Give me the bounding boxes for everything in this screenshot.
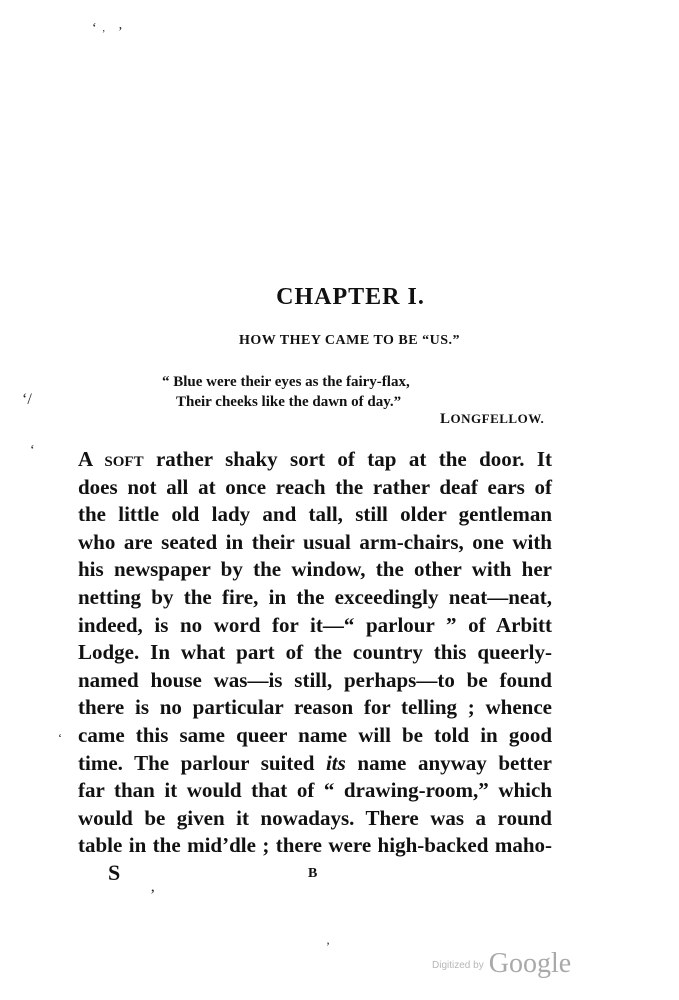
ink-speck: ’ <box>102 29 106 40</box>
body-line: there is no particular reason for telling ; whence <box>78 695 552 720</box>
ink-speck: ’ <box>118 25 123 40</box>
attribution-initial: L <box>440 411 451 427</box>
ink-speck: ‘ <box>30 443 35 458</box>
ink-speck: ‘/ <box>22 391 32 408</box>
google-logo: Google <box>488 948 572 979</box>
epigraph-line: Their cheeks like the dawn of day.” <box>176 394 402 410</box>
body-line: who are seated in their usual arm-chairs, one with <box>78 529 552 554</box>
epigraph <box>162 372 410 412</box>
gathering-mark: B <box>308 866 318 881</box>
epigraph-line: “ Blue were their eyes as the fairy-flax, <box>162 374 410 390</box>
digitized-watermark <box>432 948 571 980</box>
body-line: does not all at once reach the rather deaf ears of <box>78 474 552 499</box>
body-line <box>78 750 552 778</box>
opening-smallcaps: soft <box>104 447 144 471</box>
chapter-subtitle: HOW THEY CAME TO BE “US.” <box>239 333 460 348</box>
body-line: would be given it nowadays. There was a round <box>78 805 552 830</box>
emphasis-its: its <box>325 750 346 775</box>
body-line: far than it would that of “ drawing-room,” which <box>78 778 552 803</box>
signature-mark: S <box>108 860 121 885</box>
body-line: came this same queer name will be told in good <box>78 722 552 747</box>
opening-word: A <box>78 447 93 471</box>
body-line: his newspaper by the window, the other with her <box>78 557 552 582</box>
body-line <box>78 446 552 474</box>
body-line: table in the mid’dle ; there were high-backed maho- <box>78 833 552 858</box>
attribution-rest: ONGFELLOW. <box>450 411 545 426</box>
body-line: named house was—is still, perhaps—to be found <box>78 667 552 692</box>
ink-speck: ’ <box>150 887 156 904</box>
body-line: the little old lady and tall, still older gentleman <box>78 502 552 527</box>
ink-speck: ’ <box>326 939 330 953</box>
line-part: time. The parlour suited <box>78 750 326 775</box>
line-part: name anyway better <box>345 750 553 775</box>
watermark-prefix: Digitized by <box>432 960 484 971</box>
body-paragraph <box>78 446 552 860</box>
epigraph-attribution <box>440 411 544 428</box>
first-line-rest: rather shaky sort of tap at the door. It <box>143 447 552 471</box>
body-line: netting by the fire, in the exceedingly neat—neat, <box>78 584 552 609</box>
body-line: Lodge. In what part of the country this queerly- <box>78 640 552 665</box>
ink-speck: ‘ <box>92 21 97 36</box>
ink-speck: ‘ <box>58 731 62 745</box>
chapter-title: CHAPTER I. <box>276 284 425 310</box>
body-line: indeed, is no word for it—“ parlour ” of Arbitt <box>78 612 552 637</box>
